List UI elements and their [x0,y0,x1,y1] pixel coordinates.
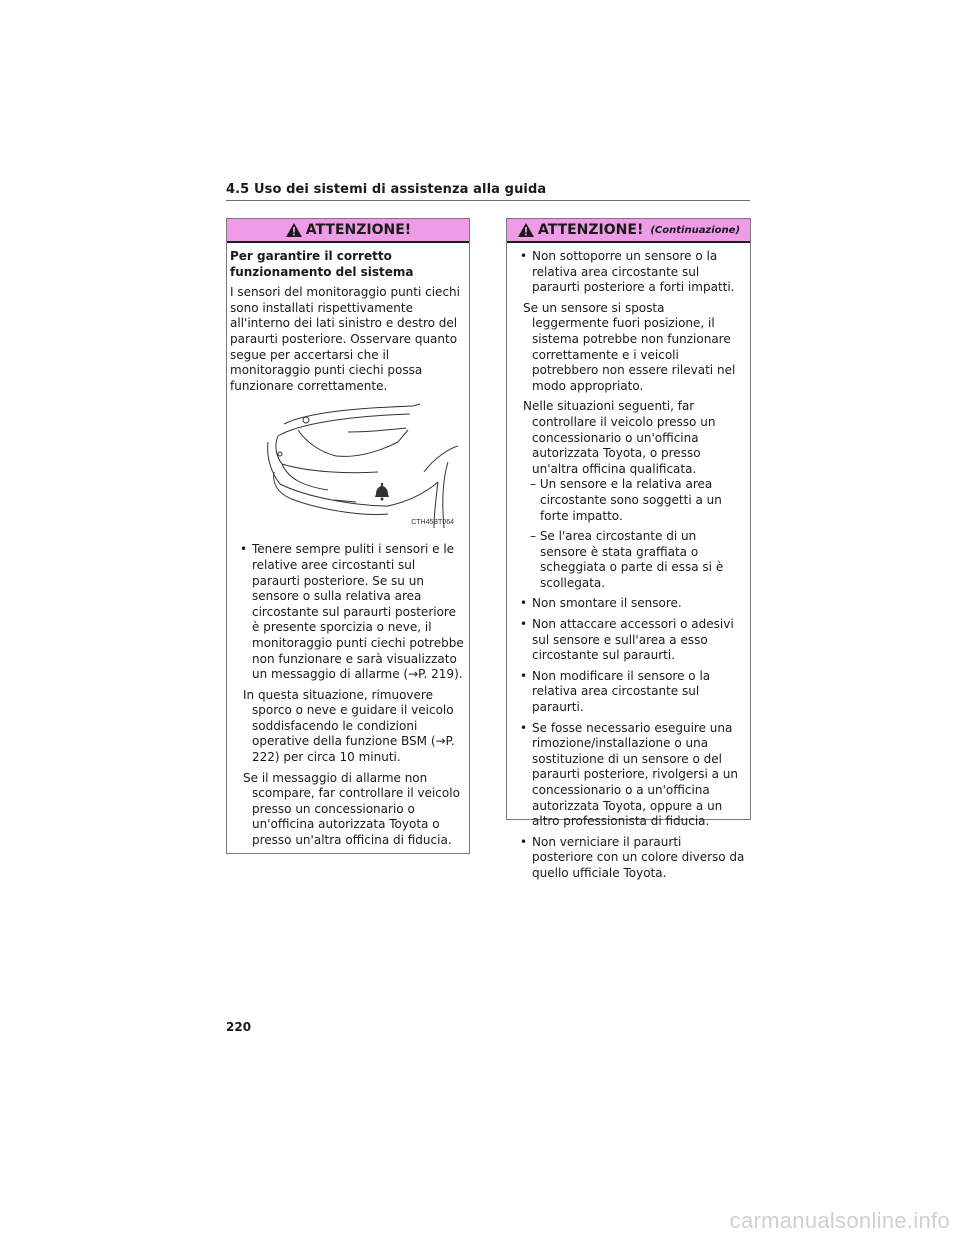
warning-title: ATTENZIONE! [537,222,644,238]
dash-item: – Un sensore e la relativa area circostante sono soggetti a un forte impatto. [530,477,722,523]
continuation-paragraph: Se un sensore si sposta leggermente fuori posizione, il sistema potrebbe non funzionare correttamente e i veicoli potrebbero non essere rilevati nel modo appropriato. [523,300,736,393]
dash-item: – Se l'area circostante di un sensore è stata graffiata o scheggiata o parte di essa si è scollegata. [530,529,724,590]
warning-triangle-icon [285,222,303,238]
continued-label: (Continuazione) [650,224,741,236]
bullet-item: • Non verniciare il paraurti posteriore con un colore diverso da quello ufficiale Toyota. [510,835,745,882]
warning-title: ATTENZIONE! [305,222,412,238]
continuation-paragraph: In questa situazione, rimuovere sporco o neve e guidare il veicolo soddisfacendo le condizioni operative della funzione BSM (→P. 222) per circa 10 minuti. [243,687,455,765]
warning-box-left [226,218,470,854]
bullet-item: • Non sottoporre un sensore o la relativa area circostante sul paraurti posteriore a forti impatti. [510,249,745,296]
warning-content [227,243,469,849]
continuation-paragraph: Se il messaggio di allarme non scompare, far controllare il veicolo presso un concessionario o un'officina autorizzata Toyota o presso un'altra officina di fiducia. [243,770,460,848]
bullet-item: • Non modificare il sensore o la relativa area circostante sul paraurti. [510,669,745,716]
bullet-item: • Se fosse necessario eseguire una rimozione/installazione o una sostituzione di un sensore o del paraurti posteriore, rivolgersi a un concessionario o a un'officina autorizzata Toyota, oppure a un altro professionista di fiducia. [510,721,745,830]
page-number: 220 [226,1020,252,1034]
watermark: carmanualsonline.info [729,1208,950,1233]
warning-header [227,219,469,243]
rear-bumper-sensor-illustration [238,402,458,532]
warning-box-right [506,218,751,880]
section-title: 4.5 Uso dei sistemi di assistenza alla guida [226,182,547,197]
warning-triangle-icon [517,222,535,238]
figure-code: CTH45BT064 [411,518,454,526]
section-header [226,178,750,201]
car-rear-drawing [238,402,458,532]
continuation-paragraph: Nelle situazioni seguenti, far controllare il veicolo presso un concessionario o un'officina autorizzata Toyota, o presso un'altra officina qualificata. [523,399,716,476]
warning-content [507,243,750,882]
bullet-item: • Tenere sempre puliti i sensori e le relative aree circostanti sul paraurti posteriore. Se su un sensore o sulla relativa area circostante sul paraurti posteriore è presente sporcizia o neve, il monitoraggio punti ciechi potrebbe non funzionare e sarà visualizzato un messaggio di allarme (→P. 219). [230,542,464,682]
warning-subtitle: Per garantire il corretto funzionamento del sistema [230,249,414,279]
bullet-item: • Non smontare il sensore. [510,596,745,612]
intro-paragraph: I sensori del monitoraggio punti ciechi sono installati rispettivamente all'interno dei lati sinistro e destro del paraurti posteriore. Osservare quanto segue per accertarsi che il monitoraggio punti ciechi possa funzionare correttamente. [230,285,460,393]
bullet-item: • Non attaccare accessori o adesivi sul sensore e sull'area a esso circostante sul paraurti. [510,617,745,664]
warning-header [507,219,750,243]
